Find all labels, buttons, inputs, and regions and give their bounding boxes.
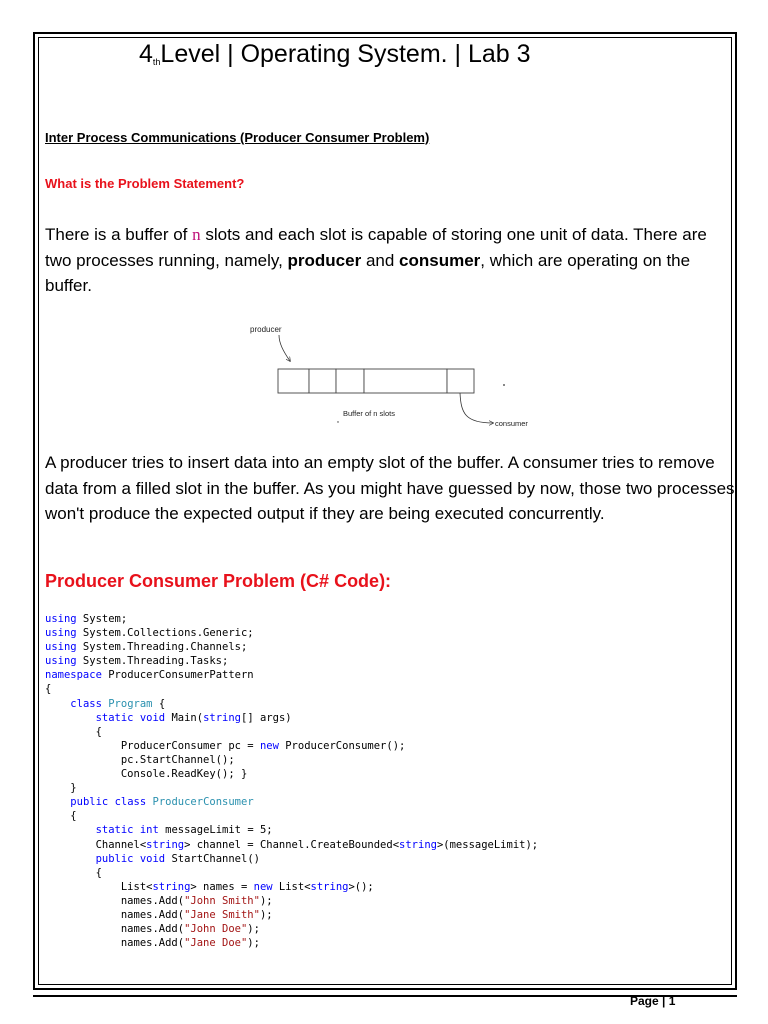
code-keyword: string [310, 880, 349, 893]
stray-dot [503, 384, 505, 386]
code-text: Main( [165, 711, 204, 724]
buffer-slot [278, 369, 309, 393]
producer-term: producer [287, 250, 362, 270]
code-text [45, 853, 96, 865]
problem-paragraph [45, 222, 735, 299]
code-line [45, 795, 538, 809]
code-text: [] args) [241, 711, 292, 724]
code-text: ); [259, 894, 273, 907]
buffer-slot [309, 369, 336, 393]
code-text: > names = [190, 880, 254, 893]
code-keyword: namespace [45, 669, 102, 682]
code-line [45, 668, 538, 682]
code-keyword: static [95, 824, 134, 837]
consumer-arrow [460, 393, 493, 423]
code-line [45, 852, 538, 866]
code-string: "John Doe" [184, 923, 248, 936]
code-text: ); [259, 908, 273, 921]
code-keyword: new [259, 739, 279, 752]
code-line [45, 880, 538, 894]
code-line [45, 654, 538, 668]
code-text: ProducerConsumer(); [278, 739, 406, 752]
code-text: ); [247, 937, 260, 950]
code-keyword: string [399, 838, 437, 851]
code-keyword: using [45, 655, 77, 668]
code-text: >(messageLimit); [436, 838, 539, 851]
code-text [45, 698, 70, 710]
code-text: System.Threading.Channels; [76, 641, 248, 654]
code-text [45, 796, 70, 808]
buffer-diagram [245, 313, 545, 433]
code-heading: Producer Consumer Problem (C# Code): [45, 571, 392, 591]
code-line [45, 894, 538, 908]
code-text: } [45, 782, 77, 795]
code-line [45, 908, 538, 922]
page-title [139, 40, 531, 69]
code-line [45, 697, 538, 711]
code-text: { [45, 866, 102, 879]
code-text: Channel< [45, 838, 147, 851]
code-keyword: new [253, 880, 273, 893]
n-variable: n [192, 225, 201, 244]
code-keyword: public [95, 852, 134, 865]
code-text [45, 712, 96, 724]
problem-statement-heading: What is the Problem Statement? [45, 176, 245, 191]
code-text: ProducerConsumerPattern [101, 669, 254, 682]
code-string: "Jane Smith" [184, 908, 260, 921]
title-level-number: 4 [139, 40, 153, 68]
code-text: System.Threading.Tasks; [76, 655, 229, 668]
producer-arrow [279, 335, 290, 361]
paragraph-text: slots and each slot is capable of storing one unit of data. There are two processes running, namely, [45, 225, 707, 270]
explanation-paragraph: A producer tries to insert data into an empty slot of the buffer. A consumer tries to remove data from a filled slot in the buffer. As you might have guessed by now, those two processes won't produce the expected output if they are being executed concurrently. [45, 453, 735, 523]
code-keyword: string [146, 838, 185, 851]
code-text: { [45, 683, 52, 696]
code-keyword: using [45, 613, 77, 625]
code-type: ProducerConsumer [152, 796, 254, 809]
code-keyword: void [139, 711, 166, 724]
code-keyword: public [70, 796, 109, 809]
code-text: > channel = Channel.CreateBounded< [184, 838, 400, 851]
code-line [45, 739, 538, 753]
code-line [45, 936, 538, 950]
code-line [45, 922, 538, 936]
code-keyword: void [139, 852, 166, 865]
title-text: Level | Operating System. | Lab 3 [160, 40, 531, 68]
stray-dot [337, 421, 338, 422]
code-text: { [152, 697, 166, 710]
code-keyword: string [152, 880, 191, 893]
code-line [45, 823, 538, 837]
buffer-slot [364, 369, 447, 393]
title-level-suffix: th [152, 57, 161, 67]
paragraph-text: , which are operating on the buffer. [45, 250, 691, 295]
code-line [45, 838, 538, 852]
code-line [45, 753, 538, 767]
code-keyword: using [45, 641, 77, 654]
code-text: pc.StartChannel(); [45, 753, 235, 766]
code-string: "John Smith" [184, 894, 260, 907]
producer-label: producer [250, 325, 282, 334]
code-line [45, 725, 538, 739]
code-keyword: int [139, 824, 159, 837]
code-keyword: static [95, 711, 134, 724]
code-keyword: using [45, 627, 77, 640]
code-text: List< [45, 880, 153, 893]
code-text: names.Add( [45, 908, 185, 921]
paragraph-text: There is a buffer of [45, 225, 193, 244]
code-line [45, 866, 538, 880]
buffer-label: Buffer of n slots [343, 409, 395, 418]
code-line [45, 809, 538, 823]
code-line [45, 767, 538, 781]
code-text: Console.ReadKey(); } [45, 768, 248, 781]
code-text: names.Add( [45, 923, 185, 936]
code-text: messageLimit = 5; [158, 824, 273, 837]
code-line [45, 640, 538, 654]
code-text: ProducerConsumer pc = [45, 739, 260, 752]
code-line [45, 781, 538, 795]
code-line [45, 626, 538, 640]
buffer-slot [336, 369, 364, 393]
code-keyword: string [203, 711, 242, 724]
code-text: names.Add( [45, 937, 185, 950]
paragraph-text: and [361, 250, 400, 270]
section-heading: Inter Process Communications (Producer Consumer Problem) [45, 130, 430, 145]
code-string: "Jane Doe" [184, 937, 248, 950]
buffer-slots [278, 369, 474, 393]
code-text: StartChannel() [165, 852, 260, 865]
code-text: names.Add( [45, 894, 185, 907]
code-keyword: class [114, 796, 147, 809]
code-text: { [45, 725, 102, 738]
code-text: ); [247, 923, 260, 936]
code-keyword: class [70, 697, 102, 710]
code-line [45, 612, 538, 626]
code-line [45, 711, 538, 725]
code-text [45, 824, 96, 836]
code-type: Program [108, 697, 153, 710]
code-text: System.Collections.Generic; [76, 627, 254, 640]
code-text: List< [272, 880, 311, 893]
code-text: System; [76, 613, 128, 625]
code-text: >(); [348, 880, 374, 893]
consumer-term: consumer [399, 250, 481, 270]
consumer-label: consumer [495, 419, 528, 428]
code-text: { [45, 810, 77, 823]
page-number: Page | 1 [630, 994, 676, 1008]
buffer-slot [447, 369, 474, 393]
code-line [45, 682, 538, 696]
code-block [45, 612, 538, 950]
